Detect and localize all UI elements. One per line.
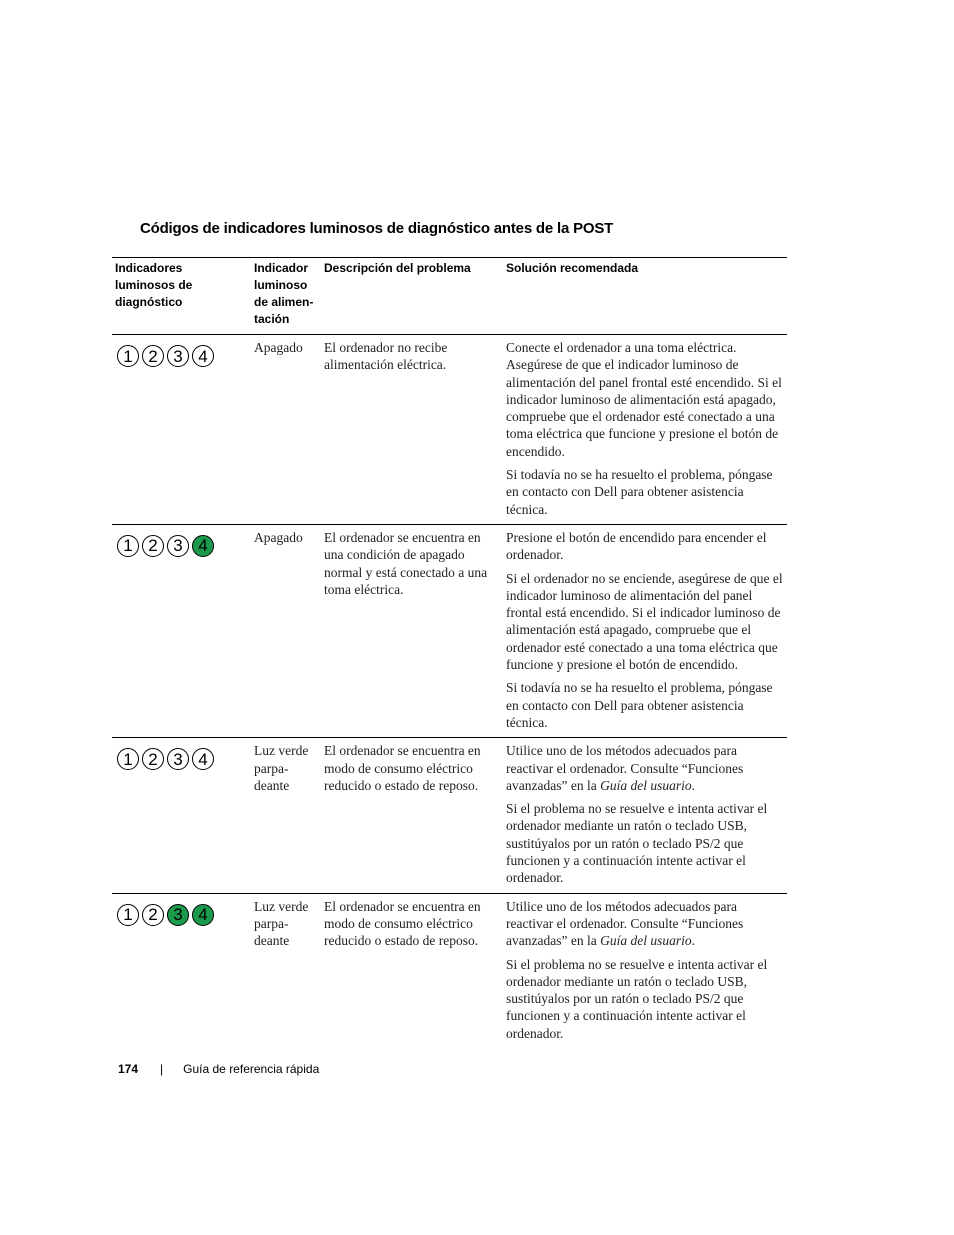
recommended-solution [503, 529, 787, 731]
problem-description: El ordenador se encuentra en una condición de apagado normal y está conectado a una toma eléctrica. [324, 529, 488, 597]
solution-paragraph: Utilice uno de los métodos adecuados para reactivar el ordenador. Consulte “Funciones avanzadas” en la Guía del usuario. [506, 898, 744, 949]
diagnostic-light-pattern [115, 529, 247, 557]
header-recommended-solution: Solución recomendada [506, 261, 639, 275]
power-light-state: Luz verde parpa-deante [254, 898, 309, 949]
page-number: 174 [118, 1062, 139, 1076]
diagnostic-light-2-icon: 2 [142, 904, 164, 926]
diagnostic-light-1-icon: 1 [117, 748, 139, 770]
diagnostic-light-3-icon: 3 [167, 535, 189, 557]
solution-paragraph: Utilice uno de los métodos adecuados para reactivar el ordenador. Consulte “Funciones avanzadas” en la Guía del usuario. [506, 743, 744, 793]
page-title: Códigos de indicadores luminosos de diagnóstico antes de la POST [140, 220, 614, 237]
problem-description: El ordenador se encuentra en modo de consumo eléctrico reducido o estado de reposo. [324, 743, 481, 793]
diagnostic-lights-cell [112, 742, 251, 886]
diagnostic-light-2-icon: 2 [142, 345, 164, 367]
header-diagnostic-lights: Indicadores luminosos de diagnóstico [115, 261, 193, 309]
diagnostic-light-3-icon: 3 [167, 345, 189, 367]
recommended-solution [503, 898, 787, 1042]
problem-description: El ordenador no recibe alimentación eléctrica. [324, 340, 448, 373]
diagnostic-light-1-icon: 1 [117, 535, 139, 557]
diagnostic-light-4-icon: 4 [192, 345, 214, 367]
solution-paragraph: Si el problema no se resuelve e intenta activar el ordenador mediante un ratón o teclado USB, sustitúyalos por un ratón o teclado PS/2 que funcionen y a continuación intente activar el ordenador. [506, 801, 768, 886]
table-row [112, 335, 787, 525]
solution-paragraph: Si todavía no se ha resuelto el problema, póngase en contacto con Dell para obtener asistencia técnica. [506, 680, 773, 730]
diagnostic-light-pattern [115, 898, 247, 926]
diagnostic-light-pattern [115, 742, 247, 770]
diagnostic-table [112, 257, 787, 1048]
problem-description: El ordenador se encuentra en modo de consumo eléctrico reducido o estado de reposo. [324, 898, 481, 949]
diagnostic-lights-cell [112, 339, 251, 518]
table-body [112, 335, 787, 1048]
diagnostic-lights-cell [112, 529, 251, 731]
solution-paragraph: Si el ordenador no se enciende, asegúrese de que el indicador luminoso de alimentación del panel frontal está encendido. Si el indicador luminoso de alimentación está apagado, compruebe que el ordenador esté conectado a una toma eléctrica que funcione y presione el botón de encendido. [506, 570, 783, 673]
diagnostic-light-3-icon: 3 [167, 904, 189, 926]
table-row [112, 894, 787, 1048]
header-problem-description: Descripción del problema [324, 261, 471, 275]
guide-title: Guía de referencia rápida [183, 1062, 320, 1076]
solution-paragraph: Conecte el ordenador a una toma eléctrica. Asegúrese de que el indicador luminoso de alimentación del panel frontal esté encendido. Si el indicador luminoso de alimentación está apagado, compruebe que el ordenador esté conectado a una toma eléctrica que funcione y presione el botón de encendido. [506, 340, 782, 459]
guide-reference: Guía del usuario [600, 777, 692, 793]
recommended-solution [503, 742, 787, 886]
power-light-state: Luz verde parpa-deante [254, 743, 309, 793]
diagnostic-light-4-icon: 4 [192, 748, 214, 770]
solution-paragraph: Si el problema no se resuelve e intenta activar el ordenador mediante un ratón o teclado USB, sustitúyalos por un ratón o teclado PS/2 que funcionen y a continuación intente activar el ordenador. [506, 956, 768, 1041]
power-light-state: Apagado [254, 529, 303, 545]
table-header [112, 258, 787, 335]
diagnostic-light-2-icon: 2 [142, 535, 164, 557]
diagnostic-light-1-icon: 1 [117, 345, 139, 367]
solution-paragraph: Si todavía no se ha resuelto el problema, póngase en contacto con Dell para obtener asistencia técnica. [506, 467, 773, 517]
solution-paragraph: Presione el botón de encendido para encender el ordenador. [506, 529, 767, 563]
header-power-light: Indicador luminoso de alimen-tación [254, 261, 314, 326]
page-footer [118, 1062, 319, 1076]
diagnostic-light-1-icon: 1 [117, 904, 139, 926]
diagnostic-lights-cell [112, 898, 251, 1042]
table-row [112, 525, 787, 738]
power-light-state: Apagado [254, 340, 303, 355]
table-row [112, 738, 787, 893]
recommended-solution [503, 339, 787, 518]
diagnostic-light-3-icon: 3 [167, 748, 189, 770]
guide-reference: Guía del usuario [600, 933, 692, 949]
diagnostic-light-4-icon: 4 [192, 904, 214, 926]
diagnostic-light-2-icon: 2 [142, 748, 164, 770]
diagnostic-light-4-icon: 4 [192, 535, 214, 557]
footer-separator: | [160, 1062, 164, 1076]
diagnostic-light-pattern [115, 339, 247, 367]
